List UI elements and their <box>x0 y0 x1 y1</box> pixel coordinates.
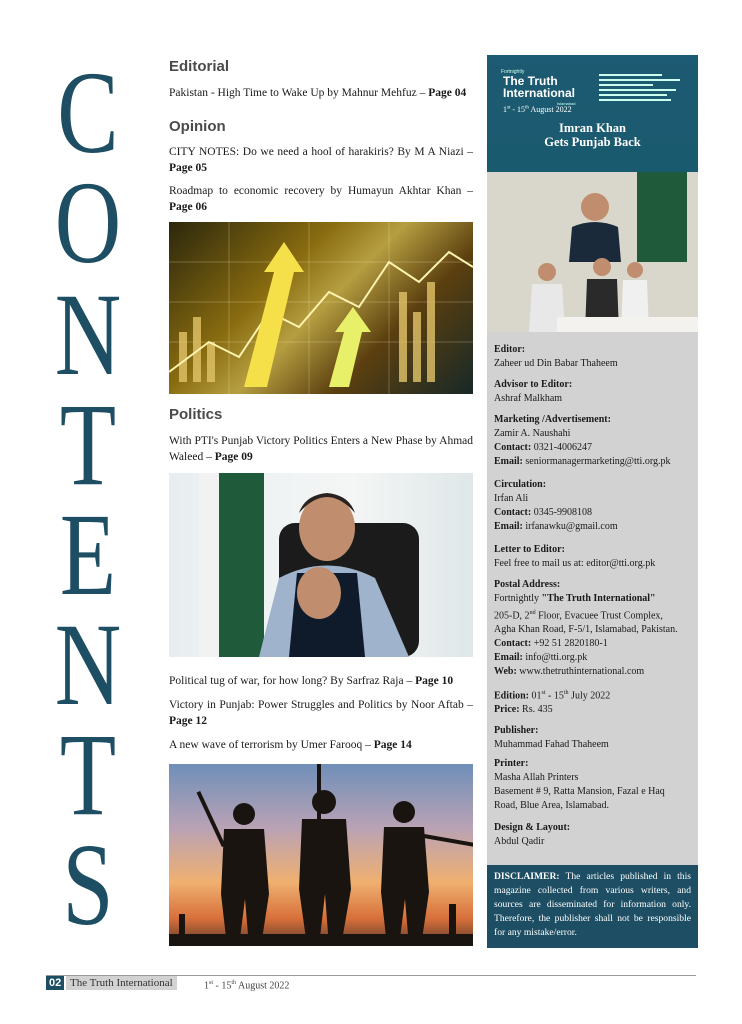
cover-headline: Imran Khan Gets Punjab Back <box>544 121 641 149</box>
cover-islamabad: Islamabad <box>557 101 576 106</box>
cover-masthead: The Truth International <box>503 74 576 100</box>
article-entry[interactable]: A new wave of terrorism by Umer Farooq – Page 14 <box>169 739 412 751</box>
publisher-info: Publisher: Muhammad Fahad Thaheem <box>494 725 609 750</box>
circulation-email-link[interactable]: irfanawku@gmail.com <box>525 521 618 532</box>
politician-photo <box>169 473 473 657</box>
portrait-illustration <box>169 473 473 657</box>
graph-illustration <box>169 222 473 394</box>
title-letter: C <box>57 47 119 178</box>
disclaimer-box: DISCLAIMER: The articles published in this magazine collected from various writers, and sources are disseminated for information only. Therefore, the publisher shall not be responsible for any mistake/error. <box>487 865 698 948</box>
title-letter: T <box>59 709 117 840</box>
footer-magazine-title: The Truth International <box>66 976 177 990</box>
article-entry[interactable]: Victory in Punjab: Power Struggles and Politics by Noor Aftab – Page 12 <box>169 699 473 727</box>
title-letter: O <box>54 157 122 288</box>
section-heading-politics: Politics <box>169 406 223 423</box>
section-heading-opinion: Opinion <box>169 118 226 135</box>
militants-silhouette-photo <box>169 764 473 946</box>
cover-photo <box>487 152 698 332</box>
section-heading-editorial: Editorial <box>169 58 230 75</box>
title-letter: E <box>59 489 117 620</box>
masthead-letter: Letter to Editor: Feel free to mail us at: editor@tti.org.pk <box>494 544 656 569</box>
title-letter: N <box>54 269 122 400</box>
website-link[interactable]: www.thetruthinternational.com <box>516 666 645 678</box>
title-letter: N <box>54 599 122 730</box>
cover-date: 1st - 15th August 2022 <box>503 105 572 114</box>
article-entry[interactable]: Pakistan - High Time to Wake Up by Mahnur Mehfuz – Page 04 <box>169 87 467 99</box>
article-entry[interactable]: Roadmap to economic recovery by Humayun Akhtar Khan – Page 06 <box>169 185 473 213</box>
masthead-editor: Editor: Zaheer ud Din Babar Thaheem <box>494 344 618 369</box>
article-entry[interactable]: Political tug of war, for how long? By Sarfraz Raja – Page 10 <box>169 675 454 687</box>
silhouette-illustration <box>169 764 473 946</box>
masthead-circulation: Circulation: Irfan Ali Contact: 0345-9908108 Email: irfanawku@gmail.com <box>494 479 618 532</box>
masthead-advisor: Advisor to Editor: Ashraf Malkham <box>494 379 573 404</box>
postal-email-link[interactable]: info@tti.org.pk <box>522 652 588 664</box>
vertical-contents-title <box>40 47 136 950</box>
masthead-marketing: Marketing /Advertisement: Zamir A. Naushahi Contact: 0321-4006247 Email: seniormanagermarketing@tti.org.pk <box>494 414 671 467</box>
marketing-email-link[interactable]: seniormanagermarketing@tti.org.pk <box>525 456 671 467</box>
cover-teasers <box>599 71 689 111</box>
postal-address: Postal Address: Fortnightly "The Truth International" 205-D, 2nd Floor, Evacuee Trust Complex, Agha Khan Road, F-5/1, Islamabad, Pakistan. Contact: +92 51 2820180-1 Email: info@tti.org.pk Web: www.thetruthinternational.com <box>494 579 678 678</box>
article-entry[interactable]: CITY NOTES: Do we need a hool of harakiris? By M A Niazi – Page 05 <box>169 146 473 174</box>
printer-info: Printer: Masha Allah Printers Basement # 9, Ratta Mansion, Fazal e Haq Road, Blue Area, Islamabad. <box>494 758 665 811</box>
page-number: 02 <box>46 976 64 990</box>
cover-fortnightly: Fortnightly <box>501 69 525 75</box>
title-letter: T <box>59 379 117 510</box>
edition-info: Edition: 01st - 15th July 2022 Price: Rs. 435 <box>494 690 611 716</box>
footer-date: 1st - 15th August 2022 <box>204 980 290 992</box>
design-info: Design & Layout: Abdul Qadir <box>494 822 571 847</box>
title-letter: S <box>62 819 114 950</box>
magazine-cover[interactable] <box>487 55 698 332</box>
economy-chart-image <box>169 222 473 394</box>
article-entry[interactable]: With PTI's Punjab Victory Politics Enters a New Phase by Ahmad Waleed – Page 09 <box>169 435 473 463</box>
